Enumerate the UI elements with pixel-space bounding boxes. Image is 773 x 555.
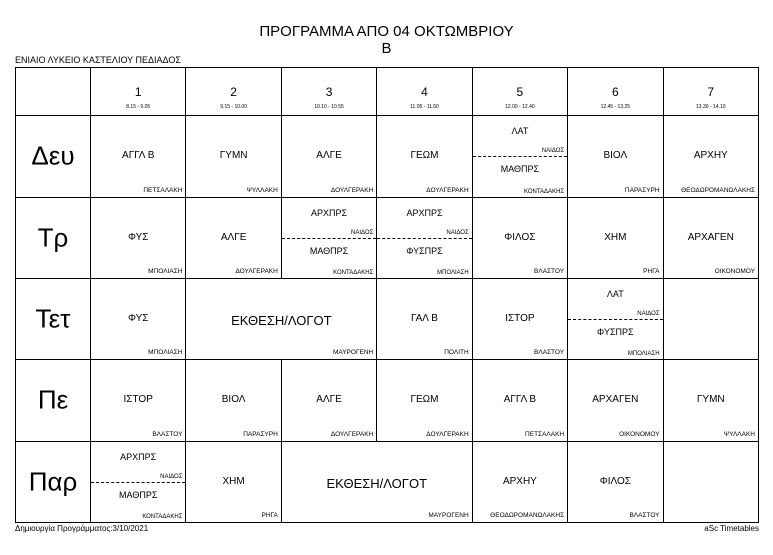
subject: ΓΥΜΝ [219,150,248,162]
lesson-group [473,156,567,196]
lesson-cell [377,197,472,278]
period-time: 8.15 - 9.05 [126,104,151,110]
lesson-cell [281,360,376,441]
teacher: ΜΠΟΛΙΑΣΗ [627,351,660,358]
teacher: ΘΕΟΔΩΡΟΜΑΝΩΛΑΚΗΣ [681,186,755,194]
teacher: ΝΑΙΔΟΣ [637,311,660,318]
subject: ΓΑΛ Β [411,312,438,324]
day-cell [16,278,91,359]
subject: ΒΙΟΛ [603,150,628,162]
lesson-cell [472,278,567,359]
lesson-cell [472,360,567,441]
lesson-cell [472,197,567,278]
teacher: ΔΟΥΛΓΕΡΑΚΗ [330,186,374,194]
teacher: ΡΗΓΑ [261,512,278,519]
day-row [16,441,759,522]
lesson-cell [281,116,376,197]
teacher: ΚΟΝΤΑΔΑΚΗΣ [524,188,565,195]
lesson-cell [281,441,472,522]
teacher: ΝΑΙΔΟΣ [541,148,565,155]
subject: ΦΥΣΠΡΣ [406,245,443,256]
lesson-group [282,238,376,278]
teacher: ΚΟΝΤΑΔΑΚΗΣ [142,514,183,520]
teacher: ΜΑΥΡΟΓΕΝΗ [332,349,374,357]
period-header [281,68,376,116]
teacher: ΨΥΛΛΑΚΗ [246,186,278,194]
subject: ΛΑΤ [511,126,529,137]
teacher: ΟΙΚΟΝΟΜΟΥ [714,267,755,275]
lesson-group [282,198,376,239]
lesson-cell [91,360,186,441]
period-header [568,68,663,116]
timetable-grid [15,67,759,523]
teacher: ΜΠΟΛΙΑΣΗ [148,349,183,357]
subject: ΜΑΘΠΡΣ [500,164,540,175]
teacher: ΒΛΑΣΤΟΥ [534,349,565,357]
period-number: 6 [611,85,619,99]
subject: ΑΛΓΕ [220,231,247,243]
day-cell [16,441,91,522]
period-time: 13.30 - 14.10 [696,104,726,110]
subject: ΒΙΟΛ [221,394,246,406]
lesson-group [377,198,471,239]
subject: ΙΣΤΟΡ [505,312,535,324]
teacher: ΜΠΟΛΙΑΣΗ [437,269,469,276]
subject: ΑΓΓΛ Β [122,150,155,162]
period-time: 10.10 - 10.55 [314,104,344,110]
lesson-group [91,482,185,522]
teacher: ΒΛΑΣΤΟΥ [534,267,565,275]
lesson-cell [377,278,472,359]
period-header [186,68,281,116]
period-header [91,68,186,116]
lesson-cell [281,197,376,278]
teacher: ΜΠΟΛΙΑΣΗ [148,267,183,275]
teacher: ΠΕΤΣΑΛΑΚΗ [143,186,183,194]
period-time: 11.05 - 11.50 [410,104,439,110]
lesson-cell [663,278,758,359]
lesson-group [377,238,471,278]
lesson-cell [186,116,281,197]
day-row [16,116,759,197]
lesson-cell [91,441,186,522]
lesson-cell [472,441,567,522]
subject: ΧΗΜ [604,231,627,243]
teacher: ΝΑΙΔΟΣ [446,229,469,236]
day-cell [16,360,91,441]
day-label: Παρ [28,466,78,497]
subject: ΑΡΧΗΥ [502,475,537,487]
day-cell [16,116,91,197]
teacher: ΔΟΥΛΓΕΡΑΚΗ [330,430,374,438]
subject: ΓΥΜΝ [696,394,725,406]
subject: ΑΡΧΑΓΕΝ [687,231,734,243]
period-number: 5 [516,85,524,99]
day-row [16,197,759,278]
lesson-cell [663,441,758,522]
period-number: 2 [230,85,237,99]
teacher: ΟΙΚΟΝΟΜΟΥ [619,430,660,438]
period-number: 1 [134,85,142,99]
subject: ΓΕΩΜ [410,394,439,406]
lesson-group [568,319,662,359]
teacher: ΨΥΛΛΑΚΗ [723,430,755,438]
lesson-cell [91,116,186,197]
lesson-cell [377,360,472,441]
lesson-cell [568,278,663,359]
subject: ΦΥΣ [127,312,149,324]
day-label: Τετ [35,303,71,334]
teacher: ΒΛΑΣΤΟΥ [629,512,660,519]
school-name: ΕΝΙΑΙΟ ΛΥΚΕΙΟ ΚΑΣΤΕΛΙΟΥ ΠΕΔΙΑΔΟΣ [15,55,181,65]
period-header [377,68,472,116]
lesson-group [568,279,662,320]
subject: ΑΓΓΛ Β [503,394,537,406]
class-name: Β [381,40,392,57]
period-header-row [16,68,759,116]
lesson-cell [568,197,663,278]
teacher: ΠΑΡΑΣΥΡΗ [624,186,660,194]
subject: ΙΣΤΟΡ [123,394,153,406]
lesson-group [91,442,185,483]
lesson-cell [568,116,663,197]
teacher: ΔΟΥΛΓΕΡΑΚΗ [426,430,469,438]
day-label: Τρ [37,222,69,253]
period-number: 3 [325,85,333,99]
corner-cell [16,68,91,116]
subject: ΑΡΧΠΡΣ [311,207,348,218]
teacher: ΠΑΡΑΣΥΡΗ [243,430,278,438]
teacher: ΝΑΙΔΟΣ [351,229,374,236]
lesson-cell [663,360,758,441]
subject: ΕΚΘΕΣΗ/ΛΟΓΟΤ [326,475,428,491]
subject: ΕΚΘΕΣΗ/ΛΟΓΟΤ [231,312,332,328]
subject: ΦΥΣ [127,231,149,243]
teacher: ΠΕΤΣΑΛΑΚΗ [525,430,565,438]
subject: ΑΛΓΕ [316,394,342,406]
subject: ΦΙΛΟΣ [504,231,536,243]
subject: ΛΑΤ [606,288,624,299]
subject: ΑΡΧΗΥ [693,150,728,162]
lesson-cell [568,441,663,522]
subject: ΦΙΛΟΣ [599,475,631,487]
lesson-cell [663,197,758,278]
lesson-cell [663,116,758,197]
subject: ΓΕΩΜ [410,150,439,162]
lesson-cell [186,197,281,278]
period-header [663,68,758,116]
lesson-cell [186,278,377,359]
day-label: Πε [37,384,69,415]
subject: ΑΡΧΠΡΣ [406,207,443,218]
teacher: ΜΑΥΡΟΓΕΝΗ [428,512,469,519]
teacher: ΔΟΥΛΓΕΡΑΚΗ [235,267,278,275]
subject: ΜΑΘΠΡΣ [309,245,349,256]
teacher: ΠΟΛΙΤΗ [444,349,469,357]
subject: ΑΡΧΑΓΕΝ [592,394,639,406]
period-time: 12.45 - 13.25 [600,104,631,110]
subject: ΑΡΧΠΡΣ [120,451,157,462]
lesson-cell [186,441,281,522]
teacher: ΔΟΥΛΓΕΡΑΚΗ [426,186,469,194]
day-row [16,278,759,359]
day-row [16,360,759,441]
subject: ΑΛΓΕ [316,150,342,162]
lesson-cell [568,360,663,441]
lesson-cell [186,360,281,441]
teacher: ΘΕΟΔΩΡΟΜΑΝΩΛΑΚΗΣ [490,512,565,519]
subject: ΜΑΘΠΡΣ [119,489,158,500]
creation-date: Δημιουργία Προγράμματος:3/10/2021 [15,524,149,533]
period-number: 7 [707,85,715,99]
software-credit: aSc Timetables [704,524,759,533]
lesson-cell [91,278,186,359]
lesson-cell [377,116,472,197]
lesson-cell [472,116,567,197]
lesson-cell [91,197,186,278]
page-title: ΠΡΟΓΡΑΜΜΑ ΑΠΟ 04 ΟΚΤΩΜΒΡΙΟΥ [259,23,514,40]
subject: ΦΥΣΠΡΣ [597,327,634,338]
period-time: 12.00 - 12.40 [505,104,535,110]
lesson-group [473,116,567,157]
subject: ΧΗΜ [222,475,245,487]
teacher: ΚΟΝΤΑΔΑΚΗΣ [333,269,374,276]
day-label: Δευ [31,140,75,171]
period-header [472,68,567,116]
teacher: ΒΛΑΣΤΟΥ [152,430,183,438]
teacher: ΝΑΙΔΟΣ [160,473,183,480]
period-time: 9.15 - 10.00 [220,104,247,110]
teacher: ΡΗΓΑ [643,267,660,275]
day-cell [16,197,91,278]
period-number: 4 [421,85,428,99]
